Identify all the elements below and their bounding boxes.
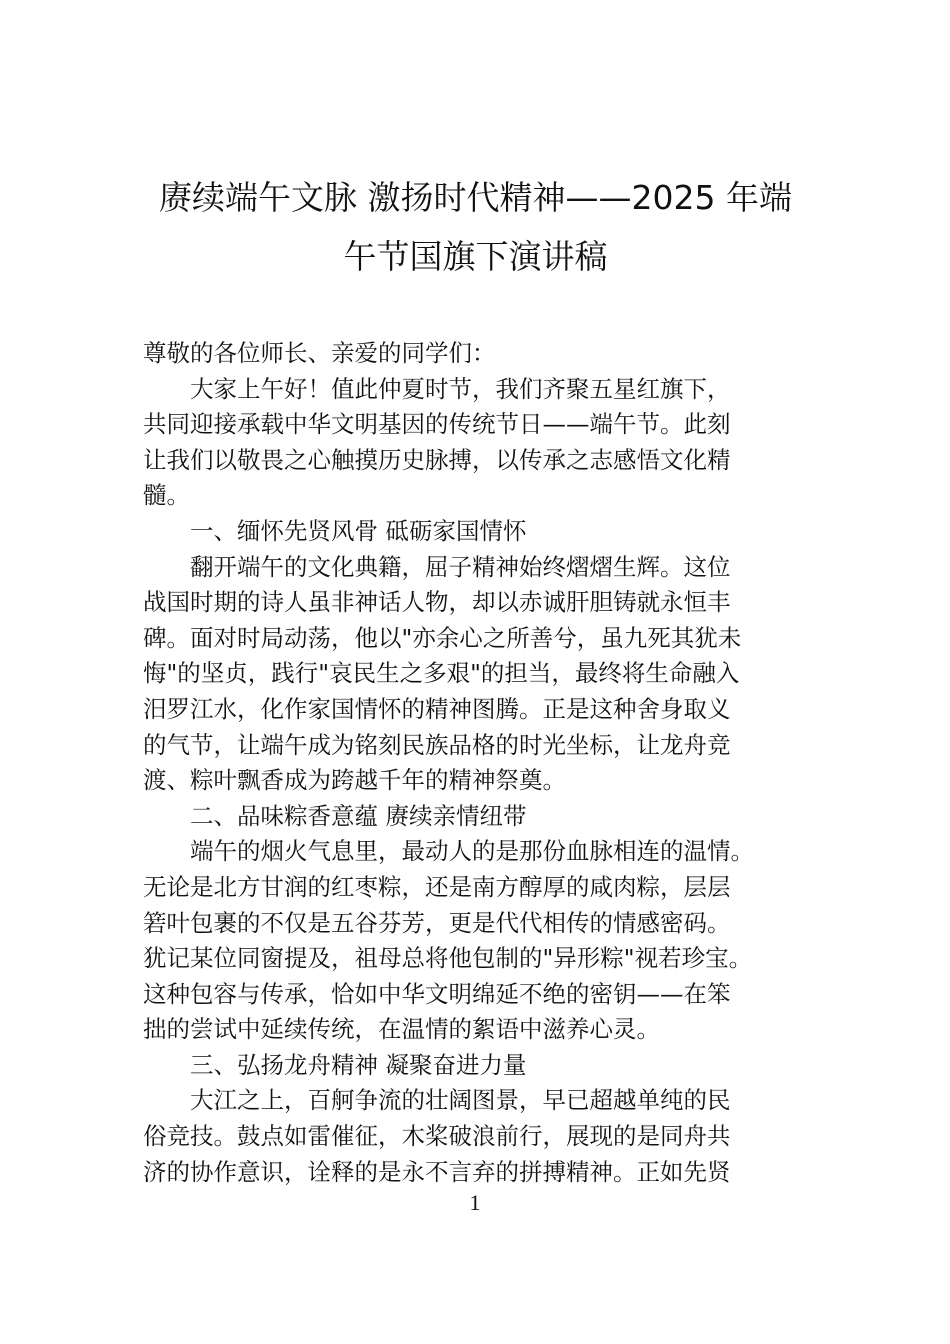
body-line: 战国时期的诗人虽非神话人物，却以赤诚肝胆铸就永恒丰 [143, 588, 731, 617]
document-body [143, 336, 813, 1190]
body-line: 无论是北方甘润的红枣粽，还是南方醇厚的咸肉粽，层层 [143, 872, 731, 901]
body-line: 大江之上，百舸争流的壮阔图景，早已超越单纯的民 [190, 1086, 731, 1115]
document-title [143, 168, 808, 286]
body-line: 髓。 [143, 481, 190, 510]
body-line: 三、弘扬龙舟精神 凝聚奋进力量 [190, 1050, 527, 1079]
body-line: 让我们以敬畏之心触摸历史脉搏，以传承之志感悟文化精 [143, 445, 731, 474]
body-line: 汨罗江水，化作家国情怀的精神图腾。正是这种舍身取义 [143, 694, 731, 723]
body-line: 一、缅怀先贤风骨 砥砺家国情怀 [190, 516, 527, 545]
body-line: 二、品味粽香意蕴 赓续亲情纽带 [190, 801, 527, 830]
body-line: 的气节，让端午成为铭刻民族品格的时光坐标，让龙舟竞 [143, 730, 731, 759]
body-line: 渡、粽叶飘香成为跨越千年的精神祭奠。 [143, 766, 566, 795]
title-line: 午节国旗下演讲稿 [343, 237, 608, 276]
page-number: 1 [469, 1190, 481, 1215]
body-line: 俗竞技。鼓点如雷催征，木桨破浪前行，展现的是同舟共 [143, 1122, 731, 1151]
body-line: 悔"的坚贞，践行"哀民生之多艰"的担当，最终将生命融入 [143, 659, 740, 688]
body-line: 端午的烟火气息里，最动人的是那份血脉相连的温情。 [190, 837, 754, 866]
body-line: 共同迎接承载中华文明基因的传统节日——端午节。此刻 [143, 410, 731, 439]
body-line: 尊敬的各位师长、亲爱的同学们： [143, 339, 496, 367]
body-line: 拙的尝试中延续传统，在温情的絮语中滋养心灵。 [143, 1015, 660, 1044]
title-line: 赓续端午文脉 激扬时代精神——2025 年端 [159, 178, 792, 217]
body-line: 箬叶包裹的不仅是五谷芬芳，更是代代相传的情感密码。 [143, 908, 731, 937]
body-line: 大家上午好！值此仲夏时节，我们齐聚五星红旗下， [190, 374, 731, 403]
body-line: 犹记某位同窗提及，祖母总将他包制的"异形粽"视若珍宝。 [143, 944, 753, 973]
body-line: 碑。面对时局动荡，他以"亦余心之所善兮，虽九死其犹未 [143, 623, 742, 652]
body-line: 这种包容与传承，恰如中华文明绵延不绝的密钥——在笨 [143, 979, 731, 1008]
body-line: 翻开端午的文化典籍，屈子精神始终熠熠生辉。这位 [190, 552, 731, 581]
body-line: 济的协作意识，诠释的是永不言弃的拼搏精神。正如先贤 [143, 1157, 731, 1186]
